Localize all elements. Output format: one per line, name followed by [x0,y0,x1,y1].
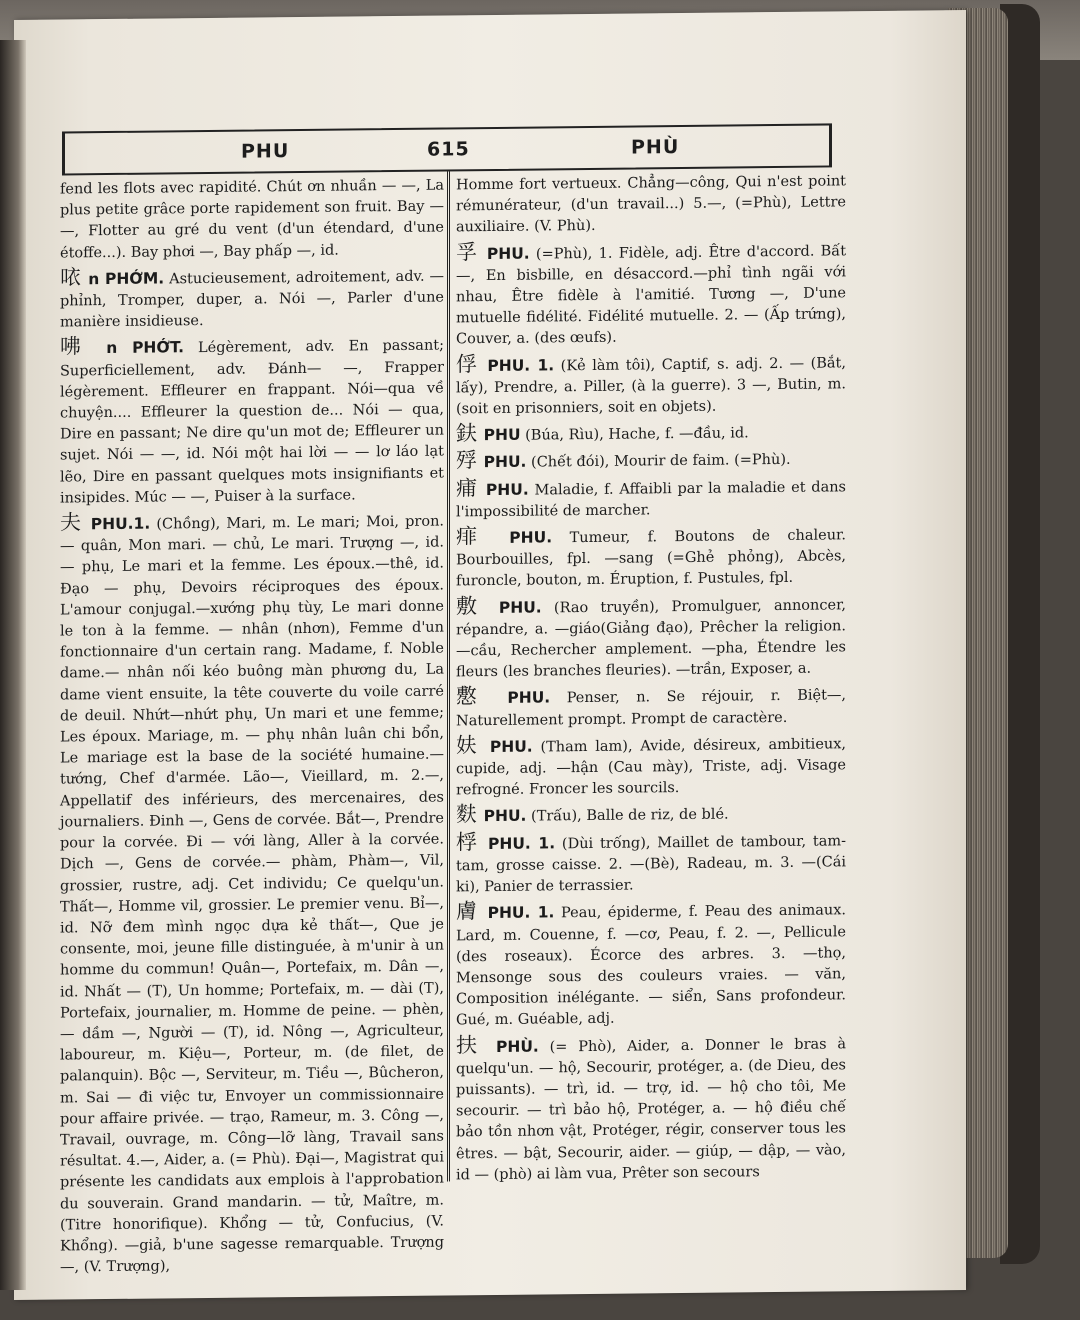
entry-headword: PHU. [485,480,529,499]
entry-character: 殍 [456,448,477,473]
dictionary-entry [456,683,846,732]
entry-text: Penser, n. Se réjouir, r. Biệt—, Naturellement prompt. Prompt de caractère. [456,687,847,730]
entry-text: (Rao truyền), Promulguer, annoncer, répandre, a. —giáo(Giảng đạo), Prêcher la religion. —cầu, Rechercher amplement. —pha, Étendre les fleurs (les branches fleuries). —trần, Exposer, a. [456,596,847,681]
entry-text: Maladie, f. Affaibli par la maladie et dans l'impossibilité de marcher. [456,478,846,521]
entry-headword: PHU [483,425,521,445]
dictionary-entry [60,509,444,1279]
dictionary-entry [60,333,444,510]
column-divider [447,171,450,1181]
dictionary-entry [456,420,846,448]
entry-headword: PHU.1. [90,514,151,534]
entry-headword: PHÙ. [496,1037,539,1056]
entry-text: Légèrement, adv. En passant; Superficiellement, adv. Đánh— —, Frapper légèrement. Effleurer en frappant. Nói—qua về chuyện.... Effleurer la question de... Nói — qua, Dire en passant; Ne dire qu'un mot de; Effleurer un sujet. Nói — —, id. Nói một hai lời — — lơ láo lạt lẽo, Dire en passant quelques mots insignifiants et insipides. Múc — —, Puiser à la surface. [60,337,444,507]
entry-text: (Chồng), Mari, m. Le mari; Moi, pron. — quân, Mon mari. — chủ, Le mari. Trượng —, id. — phụ, Le mari et la femme. Les époux.—thê, id. Đạo — phụ, Devoirs réciproques des époux. L'amour conjugal.—xướng phụ tùy, Le mari donne le ton à la femme. — nhân (nhơn), Femme d'un fonctionnaire d'un certain rang. Madame, f. Noble dame.— nhân nối kéo buông màn phương du, La dame vient ensuite, la tête couverte du voile carré de deuil. Nhứt—nhứt phụ, Un mari et une femme; Les époux. Mariage, m. — phụ nhân luân chi bổn, Le mariage est la base de la société humaine.—tướng, Chef d'armée. Lão—, Vieillard, m. 2.—, Appellatif des inférieurs, des mercenaires, des journaliers. Đinh —, Gens de corvée. Bắt—, Prendre pour la corvée. Đi — với làng, Aller à la corvée. Dịch —, Gens de corvée.— phàm, Phàm—, Vil, grossier, rustre, adj. Cet individu; Ce quelqu'un. Thất—, Homme vil, grossier. Le premier venu. Bỉ—, id. Nỡ đem mình ngọc dựa kẻ thất—, Que je consente, moi, jeune fille distinguée, à m'unir à un homme du commun! Quân—, Portefaix, m. Dân —, id. Nhất — (T), Un homme; Portefaix, m. — dài (T), Portefaix, journalier, m. Homme de peine. — phèn, — dầm —, Người — (T), id. Nông —, Agriculteur, laboureur, m. Kiệu—, Porteur, m. (de filet, de palanquin). Bộc —, Serviteur, m. Tiều —, Bûcheron, m. Sai — đi việc tư, Envoyer un commissionnaire pour affaire privée. — trạo, Rameur, m. 3. Công —, Travail, ouvrage, m. Công—lỡ làng, Travail sans résultat. 4.—, Aider, a. (= Phù). Đại—, Magistrat qui présente les candidats aux emplois à l'approbation du souverain. Grand mandarin. — tử, Maître, m. (Titre honorifique). Khổng — tử, Confucius, (V. Khổng). —giả, b'une sagesse remarquable. Trượng —, (V. Trượng), [60,513,445,1276]
entry-text: (Búa, Rìu), Hache, f. —đầu, id. [525,425,749,444]
entry-character: 鈇 [456,421,477,446]
dictionary-entry [456,474,846,523]
entry-character: 咈 [60,334,91,359]
entry-text: (=Phù), 1. Fidèle, adj. Être d'accord. Bất—, En bisbille, en désaccord.—phỉ tình ngãi với nhau, Être fidèle à l'amitié. Tương —, D'une mutuelle fidélité. Fidélité mutuelle. 2. — (Ấp trứng), Couver, a. (des œufs). [456,242,847,348]
entry-character: 痱 [456,524,490,549]
header-left-word: PHU [241,140,290,163]
entry-text: (Chết đói), Mourir de faim. (=Phù). [531,452,791,472]
entry-text: (Tham lam), Avide, désireux, ambitieux, cupide, adj. —hận (Cau mày), Triste, adj. Visage refrogné. Froncer les sourcils. [456,736,847,799]
dictionary-entry [456,898,846,1032]
entry-character: 膚 [456,899,479,924]
entry-text: Homme fort vertueux. Chẳng—công, Qui n'est point rémunérateur, (d'un travail...) 5.—, (=Phù), Lettre auxiliaire. (V. Phù). [456,173,846,236]
entry-text: fend les flots avec rapidité. Chút ơn nhuần — —, La plus petite grâce porte rapidement son fruit. Bay — —, Flotter au gré du vent (d'un étendard, d'une étoffe...). Bay phơi —, Bay phấp —, id. [60,177,444,262]
book-page [14,10,966,1300]
entry-headword: PHU. 1. [487,355,555,375]
book-spine-shadow [0,40,26,1290]
entry-character: 俘 [456,351,479,376]
entry-headword: PHU. 1. [488,834,556,853]
entry-text: (Kẻ làm tôi), Captif, s. adj. 2. — (Bắt, lấy), Prendre, a. Piller, (à la guerre). 3 —, Butin, m. (soit en prisonniers, soit en objets). [456,354,846,418]
entry-character: 敷 [456,593,485,619]
entry-text: (Dùi trống), Maillet de tambour, tam-tam, grosse caisse. 2. —(Bè), Radeau, m. 3. —(Cái ki), Panier de terrassier. [456,832,847,896]
entry-headword: n PHỚT. [106,338,185,358]
entry-headword: PHU. [509,528,553,547]
entry-character: 扶 [456,1032,484,1057]
entry-headword: PHU. [483,453,527,472]
dictionary-entry [456,731,846,802]
dictionary-entry [456,1031,846,1187]
entry-text: (Trấu), Balle de riz, de blé. [531,807,729,826]
entry-character: 夫 [60,510,83,535]
dictionary-entry [456,238,846,351]
entry-character: 懯 [456,684,489,709]
entry-headword: n PHỚM. [88,269,165,289]
dictionary-entry [456,171,846,239]
dictionary-entry [456,828,846,899]
entry-character: 孚 [456,239,479,264]
right-column [456,171,846,1189]
entry-character: 桴 [456,829,480,855]
dictionary-entry [456,522,846,593]
entry-headword: PHU. [507,688,551,708]
entry-headword: PHU. [489,737,533,756]
dictionary-entry [456,447,846,475]
entry-text: Tumeur, f. Boutons de chaleur. Bourbouilles, fpl. —sang (=Ghẻ phỏng), Abcès, furoncle, bouton, m. Éruption, f. Pustules, fpl. [456,527,846,590]
dictionary-entry [456,801,846,829]
left-column [60,175,444,1281]
entry-headword: PHU. 1. [487,903,555,923]
entry-text: (= Phò), Aider, a. Donner le bras à quelqu'un. — hộ, Secourir, protéger, a. (de Dieu, des puissants). — trì, id. — trợ, id. — hộ cho tôi, Me secourir. — trì bảo hộ, Protéger, a. — hộ điều chế bảo tồn nhơn vật, Protéger, régir, conserver tous les êtres. — bật, Secourir, aider. — giúp, — dập, — vào, id — (phò) ai làm vua, Prêter son secours [456,1035,847,1184]
dictionary-entry [60,263,444,334]
running-header [62,123,832,175]
entry-character: 𠲖 [60,265,82,290]
header-right-word: PHÙ [631,136,680,159]
dictionary-entry [456,592,846,684]
dictionary-entry [60,175,444,264]
entry-headword: PHU. [498,598,542,617]
entry-headword: PHU. [483,807,527,826]
entry-text: Peau, épiderme, f. Peau des animaux. Lard, m. Couenne, f. —cơ, Peau, f. 2. —, Pellicule (des roseaux). Écorce des arbres. 3. —thọ, Mensonge sous des couleurs vraies. — văn, Composition inélégante. — siển, Sans profondeur. Gué, m. Guéable, adj. [456,902,847,1029]
entry-headword: PHU. [486,244,530,263]
dictionary-entry [456,350,846,421]
entry-character: 痡 [456,475,479,501]
entry-character: 妋 [456,732,481,758]
entry-character: 麩 [456,802,477,827]
page-number: 615 [427,138,470,161]
entry-text: Astucieusement, adroitement, adv. — phỉnh, Tromper, duper, a. Nói —, Parler d'une manière insidieuse. [60,268,444,331]
